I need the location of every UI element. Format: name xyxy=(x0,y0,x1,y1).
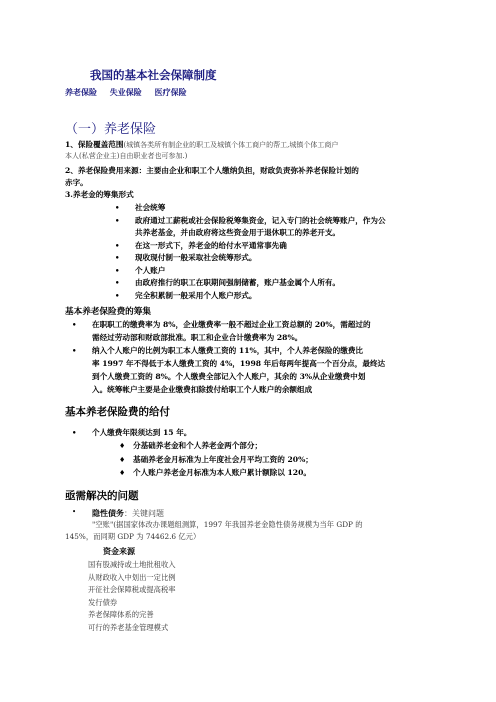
bullet-icon: • xyxy=(115,253,120,262)
nav-item-medical[interactable]: 医疗保险 xyxy=(154,87,187,97)
page-title: 我国的基本社会保障制度 xyxy=(90,68,217,82)
bullet-icon: • xyxy=(115,278,120,287)
list-item: • 纳入个人账户的比例为职工本人缴费工资的 11%，其中，个人养老保险的缴费比 xyxy=(72,346,364,355)
list-item: • 个人账户 xyxy=(135,265,386,278)
list-item: ♦ 基础养老金月标准为上年度社会月平均工资的 20%； xyxy=(133,453,313,467)
list-item: 发行债券 xyxy=(88,597,118,607)
list-item: • 个人缴费年限须达到 15 年。 xyxy=(72,428,192,437)
list-item-continuation: 需经过劳动部和财政部批准。职工和企业合计缴费率为 28%。 xyxy=(92,333,303,342)
diamond-bullet-icon: ♦ xyxy=(119,468,126,477)
list-item: • 现收现付制一般采取社会统筹形式。 xyxy=(135,252,386,265)
list-item: 可行的养老基金管理模式 xyxy=(88,622,169,632)
diamond-bullet-icon: ♦ xyxy=(119,454,126,464)
bullet-icon: • xyxy=(72,508,77,516)
list-item: 养老保障体系的完善 xyxy=(88,610,154,620)
payout-heading: 基本养老保险费的给付 xyxy=(65,406,170,418)
list-item: 从财政收入中划出一定比例 xyxy=(88,572,176,582)
forms-heading: 3.养老金的筹集形式 xyxy=(65,190,134,199)
coverage-line xyxy=(65,139,338,151)
list-item-continuation: 率 1997 年不得低于本人缴费工资的 4%，1998 年后每两年提高一个百分点，最终达 xyxy=(92,359,386,368)
bullet-icon: • xyxy=(115,290,120,300)
list-item: • 完全积累制一般采用个人账户形式。 xyxy=(135,290,386,303)
payout-sublist xyxy=(119,439,313,480)
topic-links xyxy=(65,87,197,98)
hidden-debt-label: 隐性债务 xyxy=(92,508,124,518)
funds-list xyxy=(88,559,176,635)
bullet-icon: • xyxy=(115,265,120,275)
nav-item-unemployment[interactable]: 失业保险 xyxy=(109,87,142,97)
list-item-continuation: 到个人缴费工资的 8%。个人缴费全部记入个人账户，其余的 3%从企业缴费中划 xyxy=(92,372,366,381)
nav-item-pension[interactable]: 养老保险 xyxy=(65,87,97,97)
coverage-text-2: 本人(私营企业主)自由职业者也可参加.) xyxy=(65,152,188,160)
hidden-debt-note: ：关键问题 xyxy=(124,509,164,518)
contribution-heading: 基本养老保险费的筹集 xyxy=(65,307,151,317)
list-item: • 在职职工的缴费率为 8%，企业缴费率一般不超过企业工资总额的 20%，需超过的 xyxy=(72,320,371,329)
funding-source-line2: 赤字。 xyxy=(65,178,88,187)
contribution-body xyxy=(72,318,386,396)
list-item: 开征社会保障税或提高税率 xyxy=(88,585,176,595)
list-item: • 在这一形式下，养老金的给付水平通常事先确 xyxy=(135,240,386,253)
issues-bullet xyxy=(72,508,164,519)
section-heading-pension: （一）养老保险 xyxy=(65,122,157,137)
issues-heading: 亟需解决的问题 xyxy=(65,490,139,502)
bullet-icon: • xyxy=(115,215,120,225)
bullet-icon: • xyxy=(115,240,120,250)
bullet-icon: • xyxy=(72,320,77,329)
list-item: • 由政府推行的职工在职期间强制储蓄，账户基金属个人所有。 xyxy=(135,277,386,290)
forms-list xyxy=(115,202,386,302)
list-item: 国有股减持或土地批租收入 xyxy=(88,560,176,569)
bullet-icon: • xyxy=(115,203,120,212)
coverage-text: (城镇各类所有制企业的职工及城镇个体工商户的帮工,城镇个体工商户 xyxy=(123,141,339,149)
coverage-label: 1、保险覆盖范围 xyxy=(65,140,124,149)
payout-body xyxy=(72,426,192,439)
list-item: • 社会统筹 xyxy=(135,202,386,215)
list-item-continuation: 入。统筹帐户主要是企业缴费扣除拨付给职工个人账户的余额组成 xyxy=(92,385,313,394)
funds-heading: 资金来源 xyxy=(103,546,135,556)
empty-account-line1: "空账"(据国家体改办课题组测算，1997 年我国养老金隐性债务规模为当年 GDP 的 xyxy=(92,520,363,529)
list-item: ♦ 个人账户养老金月标准为本人账户累计额除以 120。 xyxy=(133,466,313,480)
empty-account-line2: 145%，而同期 GDP 为 74462.6 亿元） xyxy=(65,532,201,541)
funding-source-line1: 2、养老保险费用来源：主要由企业和职工个人缴纳负担，财政负责弥补养老保险计划的 xyxy=(65,166,359,175)
list-item: ♦ 分基础养老金和个人养老金两个部分； xyxy=(133,439,313,453)
bullet-icon: • xyxy=(72,428,77,437)
list-item-continuation: 共养老基金，并由政府将这些资金用于退休职工的养老开支。 xyxy=(135,228,341,237)
diamond-bullet-icon: ♦ xyxy=(119,441,126,450)
bullet-icon: • xyxy=(72,346,77,355)
list-item: • 政府通过工薪税或社会保险税筹集资金，记入专门的社会统筹账户，作为公 xyxy=(135,215,386,228)
